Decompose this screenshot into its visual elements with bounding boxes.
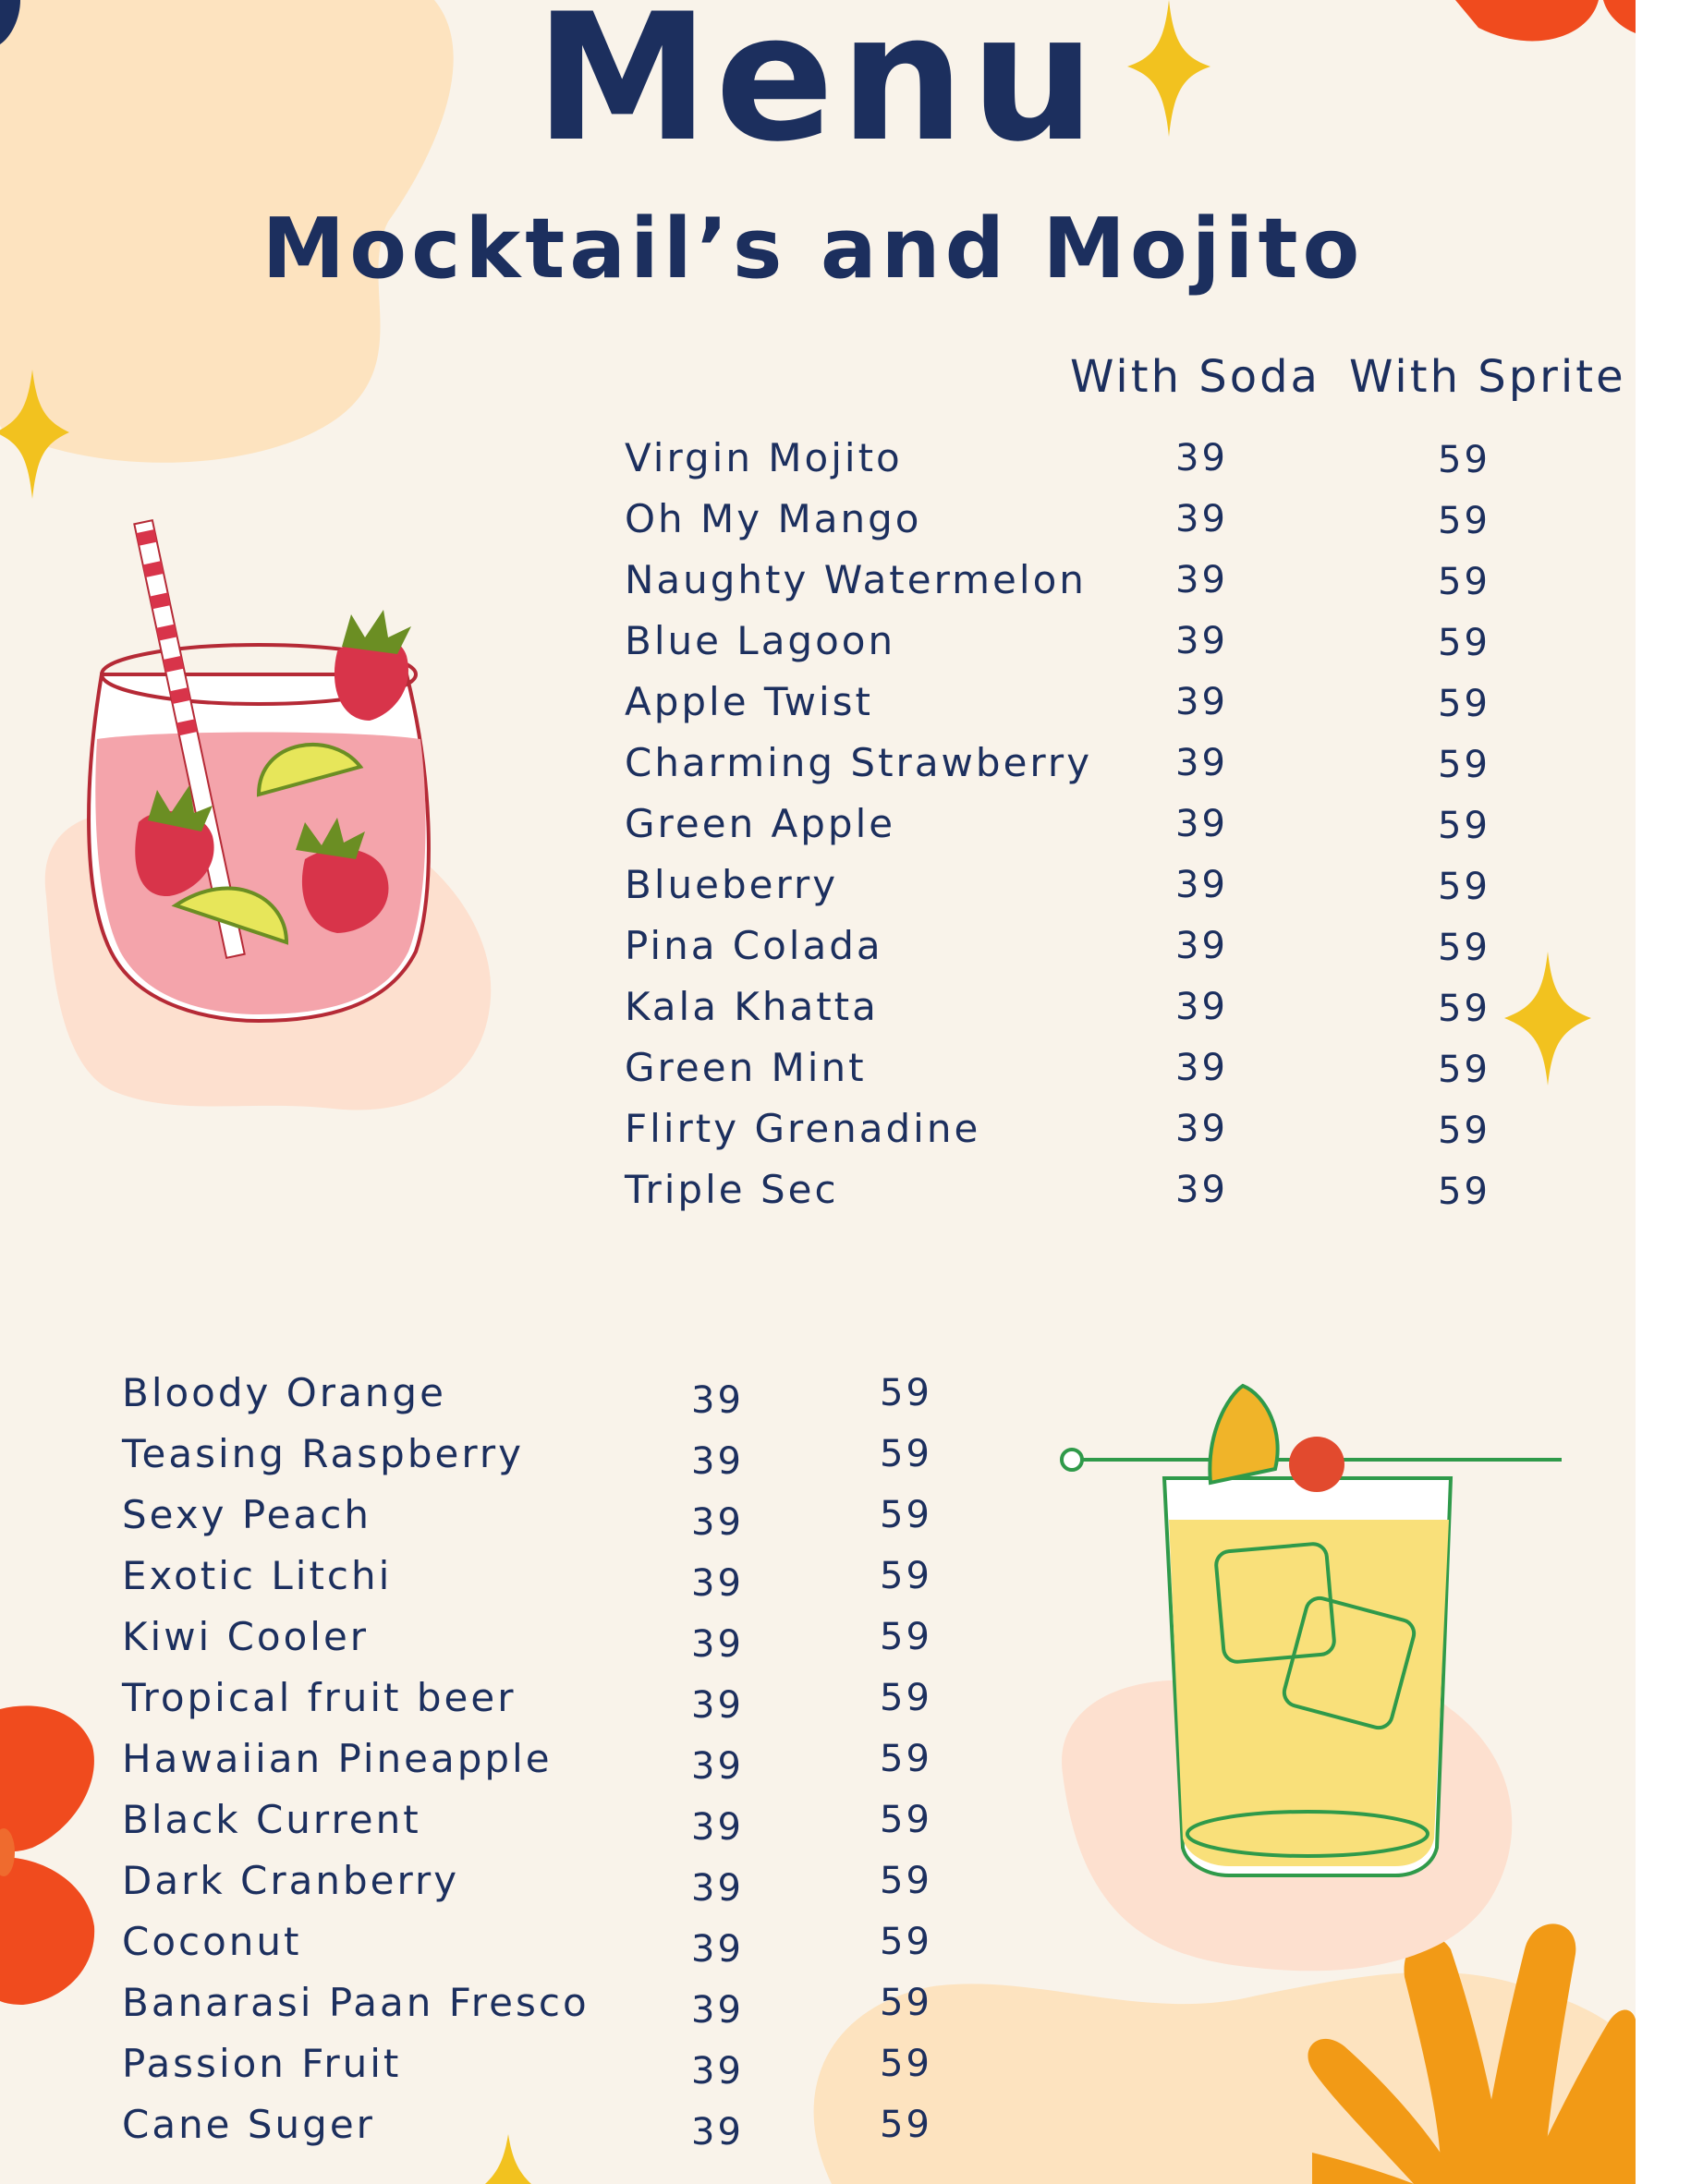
menu-item-row <box>625 918 1549 974</box>
price-with-sprite: 59 <box>880 1372 932 1414</box>
menu-item-name: Naughty Watermelon <box>625 557 1087 602</box>
menu-item-name: Apple Twist <box>625 679 873 724</box>
menu-item-name: Triple Sec <box>625 1167 839 1212</box>
price-with-sprite: 59 <box>1438 988 1490 1030</box>
price-with-sprite: 59 <box>880 1982 932 2024</box>
price-with-soda: 39 <box>1175 925 1228 967</box>
menu-item-name: Pina Colada <box>625 923 883 968</box>
menu-item-row <box>122 1487 954 1543</box>
price-with-soda: 39 <box>691 1806 744 1849</box>
price-with-soda: 39 <box>1175 1047 1228 1089</box>
menu-item-row <box>122 1609 954 1665</box>
menu-item-row <box>625 552 1549 608</box>
price-with-soda: 39 <box>1175 1108 1228 1150</box>
price-with-soda: 39 <box>1175 559 1228 601</box>
menu-item-row <box>122 1731 954 1787</box>
price-with-sprite: 59 <box>880 1494 932 1536</box>
menu-item-row <box>122 1548 954 1604</box>
menu-item-name: Teasing Raspberry <box>122 1431 524 1476</box>
price-with-sprite: 59 <box>880 1616 932 1658</box>
price-with-soda: 39 <box>691 2050 744 2093</box>
menu-item-name: Hawaiian Pineapple <box>122 1736 553 1781</box>
price-with-sprite: 59 <box>1438 439 1490 481</box>
price-with-sprite: 59 <box>880 2043 932 2085</box>
yellow-drink-illustration <box>1044 1367 1562 1996</box>
menu-item-row <box>625 1040 1549 1096</box>
price-with-soda: 39 <box>1175 742 1228 784</box>
menu-item-row <box>122 2036 954 2092</box>
price-with-sprite: 59 <box>880 1799 932 1841</box>
menu-item-row <box>122 1975 954 2031</box>
price-with-sprite: 59 <box>880 2104 932 2146</box>
price-with-sprite: 59 <box>1438 805 1490 847</box>
column-header-with-sprite: With Sprite <box>1349 351 1626 403</box>
menu-item-row <box>122 1914 954 1970</box>
menu-item-name: Kala Khatta <box>625 984 879 1029</box>
price-with-soda: 39 <box>1175 986 1228 1028</box>
price-with-soda: 39 <box>691 1928 744 1971</box>
menu-item-name: Flirty Grenadine <box>625 1106 981 1151</box>
price-with-sprite: 59 <box>880 1677 932 1719</box>
price-with-sprite: 59 <box>880 1860 932 1902</box>
menu-item-name: Coconut <box>122 1919 302 1964</box>
price-with-soda: 39 <box>691 1745 744 1788</box>
menu-item-row <box>122 2097 954 2153</box>
price-with-soda: 39 <box>1175 681 1228 723</box>
menu-item-name: Black Current <box>122 1797 421 1842</box>
price-with-sprite: 59 <box>880 1738 932 1780</box>
column-header-with-soda: With Soda <box>1070 351 1320 403</box>
price-with-soda: 39 <box>1175 803 1228 845</box>
price-with-soda: 39 <box>691 1501 744 1544</box>
price-with-soda: 39 <box>691 1562 744 1605</box>
menu-item-name: Dark Cranberry <box>122 1858 460 1903</box>
price-with-sprite: 59 <box>1438 500 1490 542</box>
left-red-flower-decoration <box>0 1705 94 2005</box>
menu-item-row <box>122 1426 954 1482</box>
price-with-soda: 39 <box>691 1440 744 1483</box>
menu-item-name: Kiwi Cooler <box>122 1614 370 1659</box>
menu-item-name: Virgin Mojito <box>625 435 903 480</box>
menu-item-name: Bloody Orange <box>122 1370 446 1415</box>
price-with-sprite: 59 <box>1438 1049 1490 1091</box>
price-with-soda: 39 <box>1175 1169 1228 1211</box>
menu-item-row <box>625 1101 1549 1157</box>
page-subtitle: Mocktail’s and Mojito <box>262 200 1365 297</box>
price-with-sprite: 59 <box>1438 1110 1490 1152</box>
price-with-soda: 39 <box>1175 498 1228 540</box>
menu-item-name: Cane Suger <box>122 2102 375 2147</box>
menu-item-row <box>625 979 1549 1035</box>
menu-item-row <box>625 613 1549 669</box>
price-with-soda: 39 <box>1175 437 1228 479</box>
menu-item-name: Green Apple <box>625 801 896 846</box>
cherry-icon <box>1289 1437 1344 1492</box>
price-with-sprite: 59 <box>880 1433 932 1475</box>
menu-item-name: Charming Strawberry <box>625 740 1093 785</box>
price-with-soda: 39 <box>691 2111 744 2154</box>
menu-item-row <box>625 735 1549 791</box>
menu-item-name: Blueberry <box>625 862 839 907</box>
menu-item-name: Blue Lagoon <box>625 618 896 663</box>
menu-item-row <box>625 857 1549 913</box>
price-with-soda: 39 <box>691 1989 744 2032</box>
lemon-wedge-icon <box>1210 1386 1277 1483</box>
menu-item-name: Passion Fruit <box>122 2041 402 2086</box>
price-with-sprite: 59 <box>880 1555 932 1597</box>
price-with-sprite: 59 <box>1438 561 1490 603</box>
menu-item-row <box>625 1162 1549 1218</box>
price-with-sprite: 59 <box>1438 744 1490 786</box>
menu-item-name: Banarasi Paan Fresco <box>122 1980 590 2025</box>
menu-item-row <box>625 431 1549 486</box>
menu-item-row <box>625 796 1549 852</box>
pink-drink-illustration <box>28 508 508 1127</box>
price-with-sprite: 59 <box>1438 683 1490 725</box>
menu-item-row <box>122 1792 954 1848</box>
price-with-soda: 39 <box>691 1867 744 1910</box>
menu-item-name: Sexy Peach <box>122 1492 371 1537</box>
menu-item-name: Exotic Litchi <box>122 1553 393 1598</box>
price-with-soda: 39 <box>691 1379 744 1422</box>
price-with-sprite: 59 <box>1438 927 1490 969</box>
price-with-sprite: 59 <box>1438 1171 1490 1213</box>
menu-item-row <box>625 674 1549 730</box>
menu-item-name: Tropical fruit beer <box>122 1675 517 1720</box>
menu-item-name: Oh My Mango <box>625 496 922 541</box>
price-with-sprite: 59 <box>1438 866 1490 908</box>
page-title: Menu <box>534 0 1101 180</box>
menu-item-row <box>122 1670 954 1726</box>
price-with-soda: 39 <box>691 1623 744 1666</box>
price-with-soda: 39 <box>691 1684 744 1727</box>
menu-item-row <box>625 491 1549 547</box>
price-with-soda: 39 <box>1175 620 1228 662</box>
price-with-sprite: 59 <box>880 1921 932 1963</box>
menu-item-row <box>122 1853 954 1909</box>
price-with-soda: 39 <box>1175 864 1228 906</box>
menu-item-name: Green Mint <box>625 1045 867 1090</box>
price-with-sprite: 59 <box>1438 622 1490 664</box>
menu-item-row <box>122 1365 954 1421</box>
